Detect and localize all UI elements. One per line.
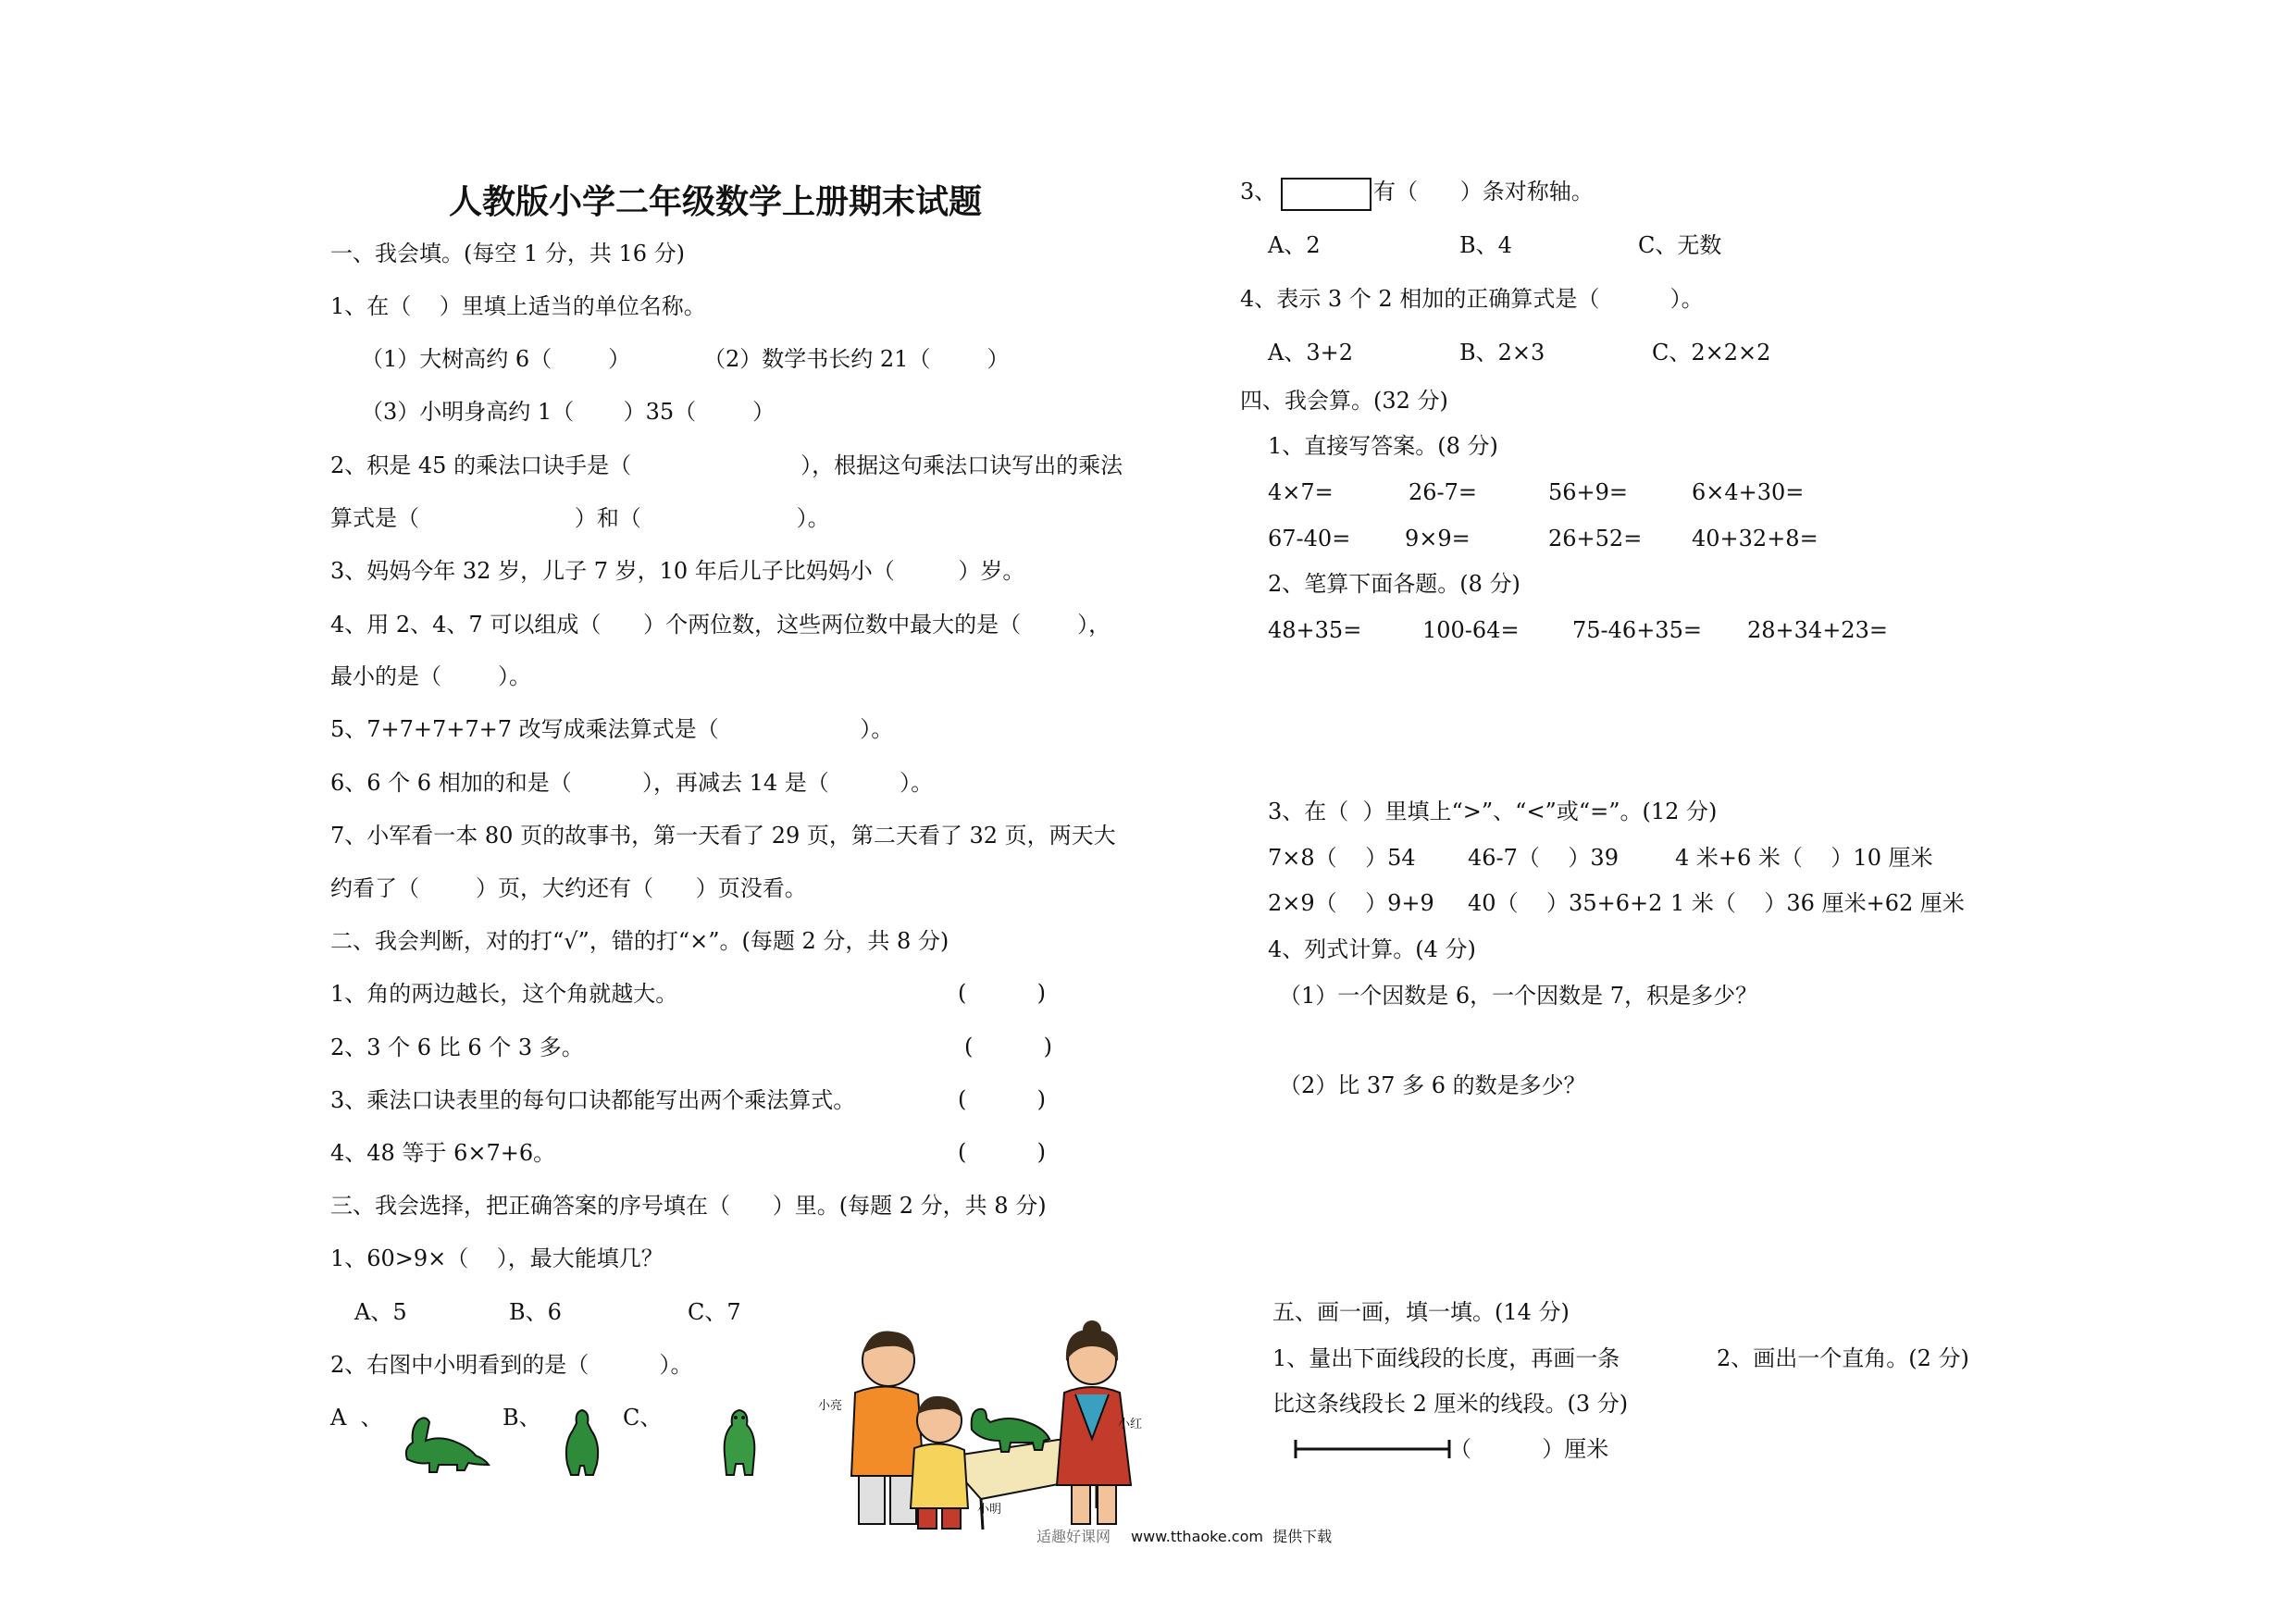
choice-1-a: A、5 — [354, 1299, 407, 1325]
math-1-row-1-cell-1: 4×7= — [1268, 479, 1334, 505]
math-3-heading: 3、在（ ）里填上“>”、“<”或“=”。(12 分) — [1268, 799, 1718, 824]
question-1-b: （2）数学书长约 21（ ） — [703, 346, 1010, 372]
math-1-row-2-cell-3: 26+52= — [1548, 526, 1643, 551]
question-1: 1、在（ ）里填上适当的单位名称。 — [330, 293, 706, 319]
choice-4: 4、表示 3 个 2 相加的正确算式是（ ）。 — [1240, 286, 1704, 312]
question-7-line-1: 7、小军看一本 80 页的故事书，第一天看了 29 页，第二天看了 32 页，两天大 — [330, 823, 1116, 849]
math-1-row-2-cell-2: 9×9= — [1405, 526, 1471, 551]
compare-row-2-cell-2: 40（ ）35+6+2 — [1468, 890, 1663, 916]
choice-1: 1、60>9×（ ），最大能填几？ — [330, 1245, 664, 1271]
choice-1-b: B、6 — [509, 1299, 562, 1325]
math-1-row-2-cell-4: 40+32+8= — [1692, 526, 1818, 551]
section-4-heading: 四、我会算。(32 分) — [1240, 388, 1448, 414]
judge-2-paren: ( ) — [964, 1034, 1053, 1059]
math-2-heading: 2、笔算下面各题。(8 分) — [1268, 571, 1520, 597]
question-6: 6、6 个 6 相加的和是（ ），再减去 14 是（ ）。 — [330, 770, 934, 796]
question-5: 5、7+7+7+7+7 改写成乘法算式是（ ）。 — [330, 716, 894, 742]
math-1-row-2-cell-1: 67-40= — [1268, 526, 1351, 551]
draw-1-line-2: 比这条线段长 2 厘米的线段。(3 分) — [1272, 1391, 1629, 1417]
compare-row-1-cell-2: 46-7（ ）39 — [1468, 845, 1619, 871]
question-4-line-1: 4、用 2、4、7 可以组成（ ）个两位数，这些两位数中最大的是（ ）， — [330, 612, 1111, 638]
footer-site-name: 适趣好课网 — [1036, 1528, 1111, 1545]
section-5-heading: 五、画一画，填一填。(14 分) — [1272, 1299, 1570, 1325]
math-4-a: （1）一个因数是 6，一个因数是 7，积是多少？ — [1279, 983, 1758, 1009]
line-segment-figure — [1294, 1438, 1453, 1460]
choice-3: 有（ ）条对称轴。 — [1373, 179, 1594, 204]
question-2-line-2: 算式是（ ）和（ ）。 — [330, 505, 830, 531]
page-title: 人教版小学二年级数学上册期末试题 — [449, 183, 983, 221]
choice-2: 2、右图中小明看到的是（ ）。 — [330, 1352, 693, 1378]
section-3-heading: 三、我会选择，把正确答案的序号填在（ ）里。(每题 2 分，共 8 分) — [330, 1193, 1047, 1219]
judge-3: 3、乘法口诀表里的每句口诀都能写出两个乘法算式。 — [330, 1087, 856, 1113]
dinosaur-side-icon — [398, 1411, 490, 1474]
compare-row-1-cell-1: 7×8（ ）54 — [1268, 845, 1416, 871]
question-4-line-2: 最小的是（ ）。 — [330, 663, 532, 689]
question-2-line-1: 2、积是 45 的乘法口诀手是（ ），根据这句乘法口诀写出的乘法 — [330, 452, 1123, 478]
math-1-row-1-cell-4: 6×4+30= — [1692, 479, 1805, 505]
choice-3-c: C、无数 — [1638, 232, 1722, 258]
dinosaur-front-icon — [717, 1406, 762, 1479]
question-1-c: （3）小明身高约 1（ ）35（ ） — [361, 399, 776, 425]
choice-2-c: C、 — [623, 1405, 663, 1431]
choice-1-c: C、7 — [688, 1299, 741, 1325]
choice-2-a: A 、 — [330, 1405, 383, 1431]
compare-row-1-cell-3: 4 米+6 米（ ）10 厘米 — [1675, 845, 1933, 871]
judge-1-paren: ( ) — [958, 980, 1047, 1006]
choice-4-b: B、2×3 — [1459, 340, 1545, 365]
rectangle-figure — [1281, 178, 1371, 211]
math-4-heading: 4、列式计算。(4 分) — [1268, 936, 1476, 962]
question-1-a: （1）大树高约 6（ ） — [361, 346, 631, 372]
choice-4-c: C、2×2×2 — [1652, 340, 1771, 365]
math-1-heading: 1、直接写答案。(8 分) — [1268, 433, 1498, 459]
compare-row-2-cell-3: 1 米（ ）36 厘米+62 厘米 — [1670, 890, 1965, 916]
choice-2-b: B、 — [503, 1405, 541, 1431]
judge-2: 2、3 个 6 比 6 个 3 多。 — [330, 1035, 584, 1060]
question-7-line-2: 约看了（ ）页，大约还有（ ）页没看。 — [330, 875, 807, 901]
math-2-cell-1: 48+35= — [1268, 617, 1362, 643]
math-2-cell-4: 28+34+23= — [1747, 617, 1888, 643]
draw-2: 2、画出一个直角。(2 分) — [1717, 1345, 1969, 1371]
draw-1-line-1: 1、量出下面线段的长度，再画一条 — [1272, 1345, 1620, 1371]
choice-3-a: A、2 — [1268, 232, 1321, 258]
question-3: 3、妈妈今年 32 岁，儿子 7 岁，10 年后儿子比妈妈小（ ）岁。 — [330, 558, 1025, 584]
math-2-cell-2: 100-64= — [1422, 617, 1520, 643]
choice-3-b: B、4 — [1459, 232, 1512, 258]
dinosaur-back-icon — [560, 1406, 604, 1479]
judge-4-paren: ( ) — [958, 1139, 1047, 1165]
illustration-label-xiaoliang: 小亮 — [818, 1399, 843, 1413]
footer-text: www.tthaoke.com 提供下载 — [1131, 1528, 1333, 1545]
math-1-row-1-cell-3: 56+9= — [1548, 479, 1629, 505]
section-1-heading: 一、我会填。(每空 1 分，共 16 分) — [330, 241, 686, 266]
judge-4: 4、48 等于 6×7+6。 — [330, 1140, 556, 1166]
judge-1: 1、角的两边越长，这个角就越大。 — [330, 981, 678, 1007]
illustration-label-xiaohong: 小红 — [1118, 1418, 1143, 1431]
illustration-label-xiaoming: 小明 — [977, 1503, 1002, 1517]
draw-1-answer: （ ）厘米 — [1449, 1436, 1609, 1462]
compare-row-2-cell-1: 2×9（ ）9+9 — [1268, 890, 1434, 916]
choice-4-a: A、3+2 — [1268, 340, 1353, 365]
math-1-row-1-cell-2: 26-7= — [1409, 479, 1478, 505]
judge-3-paren: ( ) — [958, 1086, 1047, 1112]
children-illustration — [814, 1319, 1148, 1531]
choice-3-prefix: 3、 — [1240, 179, 1277, 204]
math-2-cell-3: 75-46+35= — [1572, 617, 1702, 643]
math-4-b: （2）比 37 多 6 的数是多少？ — [1279, 1072, 1586, 1098]
section-2-heading: 二、我会判断，对的打“√”，错的打“×”。(每题 2 分，共 8 分) — [330, 928, 949, 954]
